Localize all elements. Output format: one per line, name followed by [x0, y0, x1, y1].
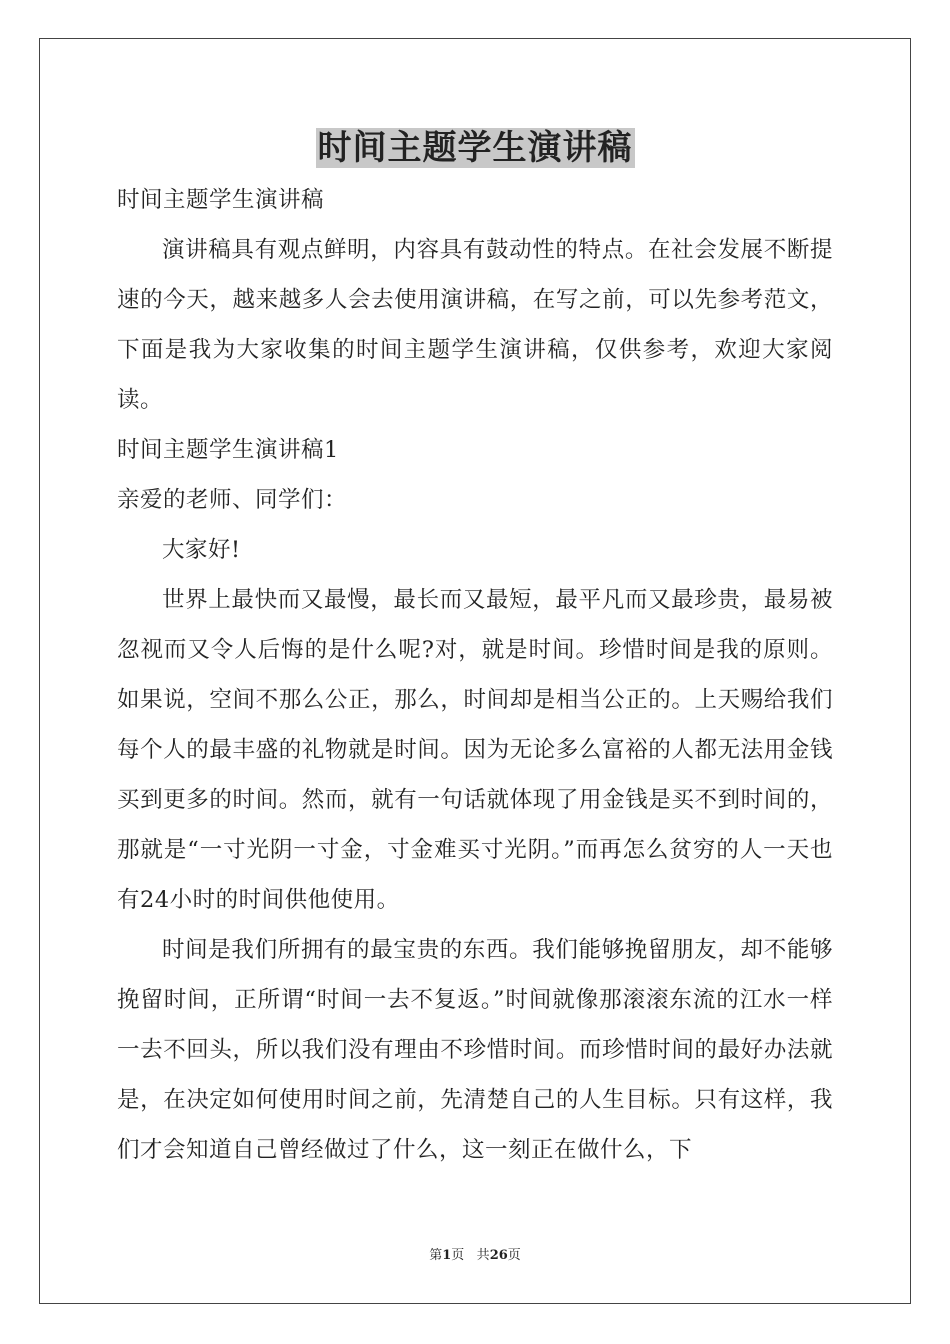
document-title-text: 时间主题学生演讲稿: [317, 128, 633, 168]
page-number: 1: [442, 1248, 452, 1263]
page-prefix: 第: [429, 1248, 443, 1263]
paragraph: 时间主题学生演讲稿1: [117, 437, 339, 463]
paragraph: 世界上最快而又最慢，最长而又最短，最平凡而又最珍贵，最易被忽视而又令人后悔的是什么呢?对，就是时间。珍惜时间是我的原则。如果说，空间不那么公正，那么，时间却是相当公正的。上天赐给我们每个人的最丰盛的礼物就是时间。因为无论多么富裕的人都无法用金钱买到更多的时间。然而，就有一句话就体现了用金钱是买不到时间的，那就是“一寸光阴一寸金，寸金难买寸光阴。”而再怎么贫穷的人一天也有24小时的时间供他使用。: [117, 587, 833, 913]
document-body: [117, 175, 833, 1175]
total-prefix: 共: [476, 1248, 490, 1263]
paragraph: 演讲稿具有观点鲜明，内容具有鼓动性的特点。在社会发展不断提速的今天，越来越多人会去使用演讲稿，在写之前，可以先参考范文，下面是我为大家收集的时间主题学生演讲稿，仅供参考，欢迎大家阅读。: [117, 237, 833, 413]
page-suffix: 页: [451, 1248, 465, 1263]
paragraph: 时间是我们所拥有的最宝贵的东西。我们能够挽留朋友，却不能够挽留时间，正所谓“时间一去不复返。”时间就像那滚滚东流的江水一样一去不回头，所以我们没有理由不珍惜时间。而珍惜时间的最好办法就是，在决定如何使用时间之前，先清楚自己的人生目标。只有这样，我们才会知道自己曾经做过了什么，这一刻正在做什么，下: [117, 937, 833, 1163]
document-title: [0, 124, 950, 172]
page-footer: [0, 1246, 950, 1266]
paragraph: 时间主题学生演讲稿: [117, 187, 325, 213]
paragraph: 亲爱的老师、同学们：: [117, 487, 348, 513]
paragraph: 大家好!: [162, 537, 241, 563]
total-suffix: 页: [507, 1248, 521, 1263]
total-pages: 26: [489, 1248, 508, 1263]
